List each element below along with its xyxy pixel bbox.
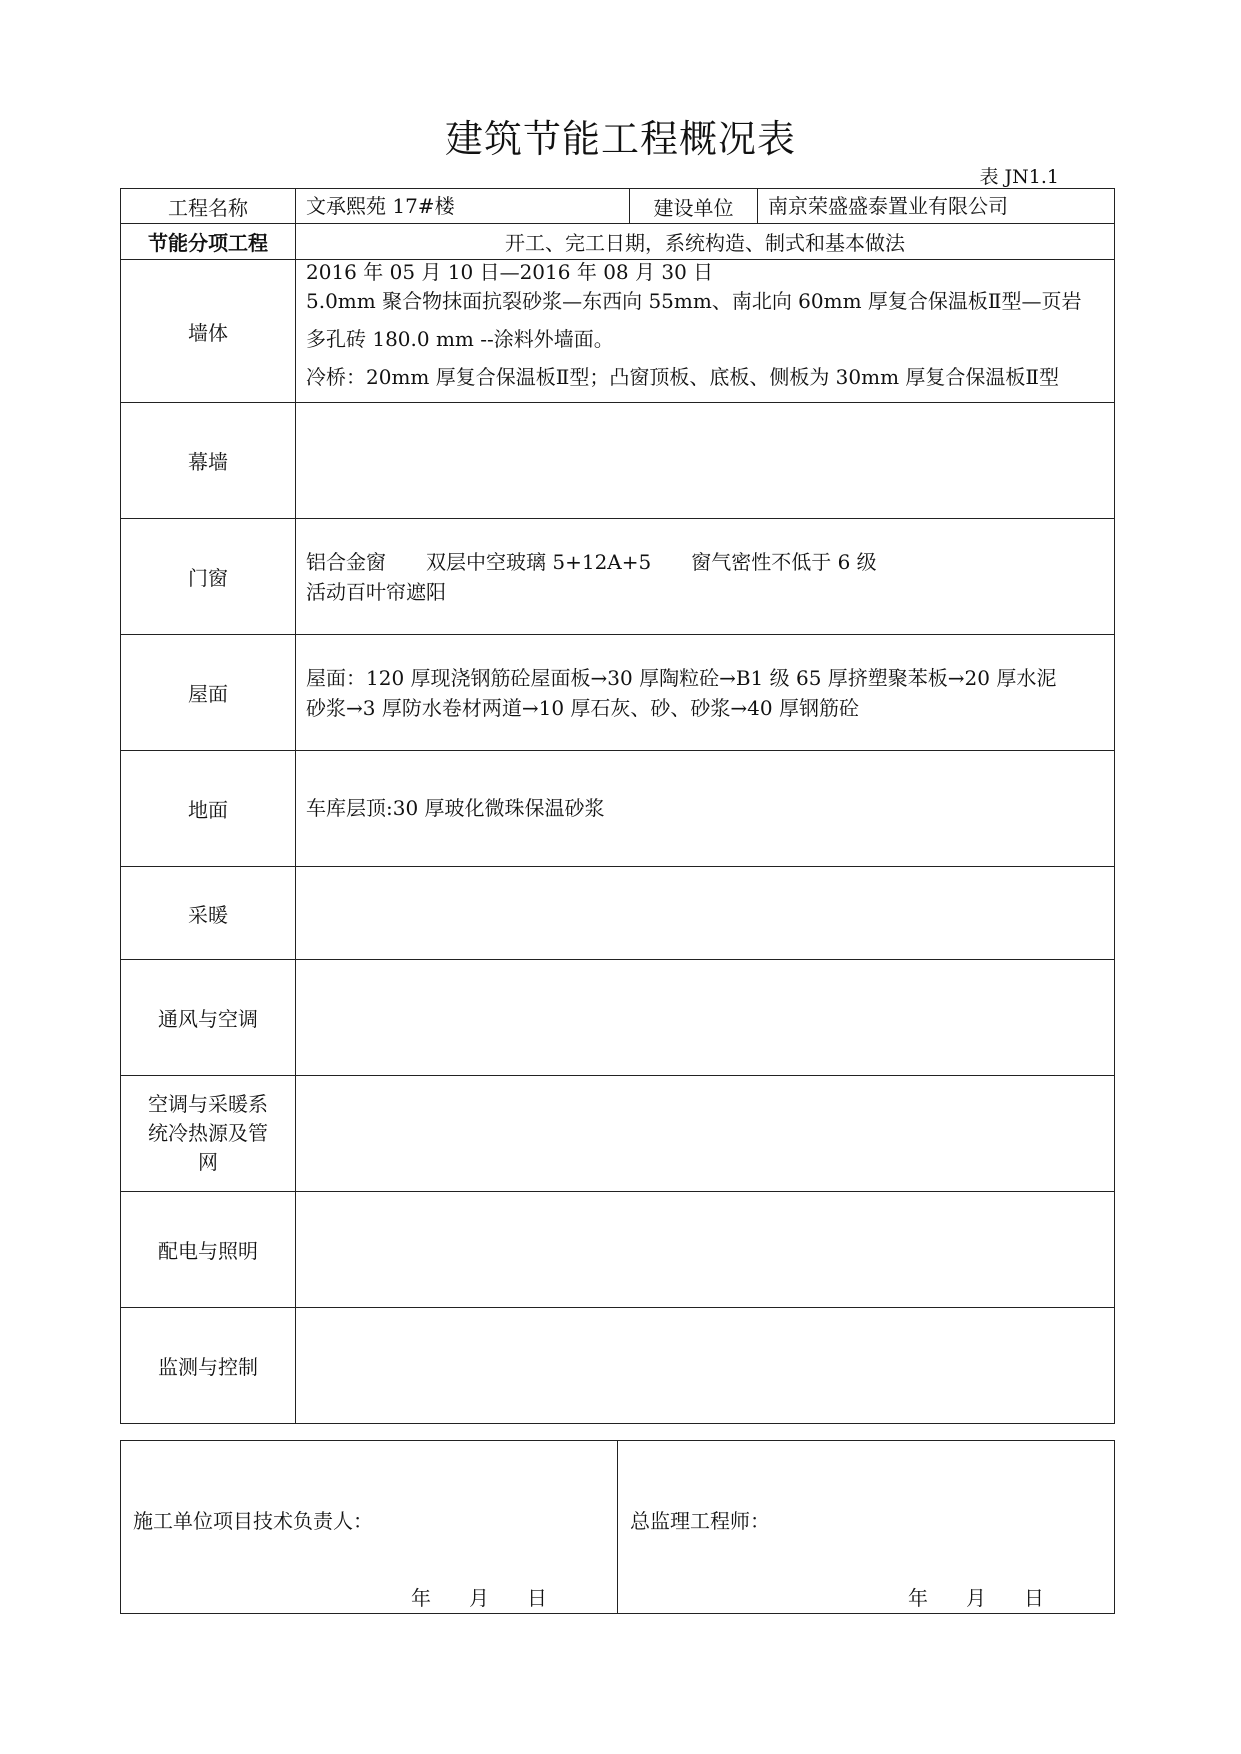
table-row bbox=[121, 960, 1115, 1076]
practice-header: 开工、完工日期，系统构造、制式和基本做法 bbox=[296, 224, 1115, 260]
row-label: 配电与照明 bbox=[121, 1192, 296, 1308]
chief-supervisor-label: 总监理工程师： bbox=[630, 1509, 770, 1533]
date-month: 月 bbox=[966, 1586, 986, 1610]
signature-table bbox=[120, 1440, 1115, 1614]
content-line: 砂浆→3 厚防水卷材两道→10 厚石灰、砂、砂浆→40 厚钢筋砼 bbox=[306, 695, 859, 720]
row-label: 幕墙 bbox=[121, 403, 296, 519]
content-line: 5.0mm 聚合物抹面抗裂砂浆—东西向 55mm、南北向 60mm 厚复合保温板Ⅱ型—页岩 bbox=[306, 289, 1082, 313]
row-content bbox=[296, 635, 1115, 751]
content-line: 屋面：120 厚现浇钢筋砼屋面板→30 厚陶粒砼→B1 级 65 厚挤塑聚苯板→20 厚水泥 bbox=[306, 665, 1057, 690]
table-row bbox=[121, 867, 1115, 960]
row-label-line: 网 bbox=[198, 1150, 218, 1174]
signature-date bbox=[908, 1582, 1044, 1611]
section-header-row bbox=[121, 224, 1115, 260]
construction-tech-lead-label: 施工单位项目技术负责人： bbox=[133, 1509, 373, 1533]
form-number: 表 JN1.1 bbox=[979, 166, 1059, 188]
table-row bbox=[121, 403, 1115, 519]
row-content bbox=[296, 960, 1115, 1076]
date-year: 年 bbox=[411, 1586, 431, 1610]
date-year: 年 bbox=[908, 1586, 928, 1610]
table-row bbox=[121, 1076, 1115, 1192]
row-content bbox=[296, 519, 1115, 635]
row-label: 墙体 bbox=[121, 260, 296, 403]
row-label: 地面 bbox=[121, 751, 296, 867]
row-label: 采暖 bbox=[121, 867, 296, 960]
date-month: 月 bbox=[469, 1586, 489, 1610]
row-content bbox=[296, 1308, 1115, 1424]
table-row bbox=[121, 1192, 1115, 1308]
project-name-label: 工程名称 bbox=[121, 189, 296, 224]
row-content bbox=[296, 260, 1115, 403]
subitem-header: 节能分项工程 bbox=[121, 224, 296, 260]
row-label bbox=[121, 1076, 296, 1192]
table-row bbox=[121, 751, 1115, 867]
content-line: 车库层顶:30 厚玻化微珠保温砂浆 bbox=[306, 796, 605, 820]
row-content bbox=[296, 867, 1115, 960]
document-title: 建筑节能工程概况表 bbox=[444, 117, 796, 161]
table-row bbox=[121, 260, 1115, 403]
date-day: 日 bbox=[527, 1586, 547, 1610]
overview-table bbox=[120, 188, 1115, 1424]
table-row bbox=[121, 1308, 1115, 1424]
row-label: 屋面 bbox=[121, 635, 296, 751]
project-header-row bbox=[121, 189, 1115, 224]
date-day: 日 bbox=[1024, 1586, 1044, 1610]
builder-label: 建设单位 bbox=[630, 189, 758, 224]
table-row bbox=[121, 635, 1115, 751]
signature-date bbox=[411, 1582, 547, 1611]
row-content bbox=[296, 1192, 1115, 1308]
construction-signature-cell[interactable] bbox=[121, 1441, 618, 1614]
project-name-value: 文承熙苑 17#楼 bbox=[296, 189, 630, 224]
row-content bbox=[296, 751, 1115, 867]
row-label: 通风与空调 bbox=[121, 960, 296, 1076]
row-content bbox=[296, 1076, 1115, 1192]
content-line: 铝合金窗 双层中空玻璃 5+12A+5 窗气密性不低于 6 级 bbox=[306, 549, 877, 574]
row-label: 监测与控制 bbox=[121, 1308, 296, 1424]
content-line: 2016 年 05 月 10 日—2016 年 08 月 30 日 bbox=[306, 260, 714, 284]
row-label-line: 空调与采暖系 bbox=[148, 1092, 268, 1116]
builder-value: 南京荣盛盛泰置业有限公司 bbox=[758, 189, 1115, 224]
content-line: 多孔砖 180.0 mm --涂料外墙面。 bbox=[306, 327, 614, 351]
row-content bbox=[296, 403, 1115, 519]
row-label: 门窗 bbox=[121, 519, 296, 635]
supervisor-signature-cell[interactable] bbox=[618, 1441, 1115, 1614]
content-line: 冷桥：20mm 厚复合保温板Ⅱ型；凸窗顶板、底板、侧板为 30mm 厚复合保温板Ⅱ型 bbox=[306, 365, 1060, 389]
table-row bbox=[121, 519, 1115, 635]
row-label-line: 统冷热源及管 bbox=[148, 1121, 268, 1145]
content-line: 活动百叶帘遮阳 bbox=[306, 579, 446, 604]
